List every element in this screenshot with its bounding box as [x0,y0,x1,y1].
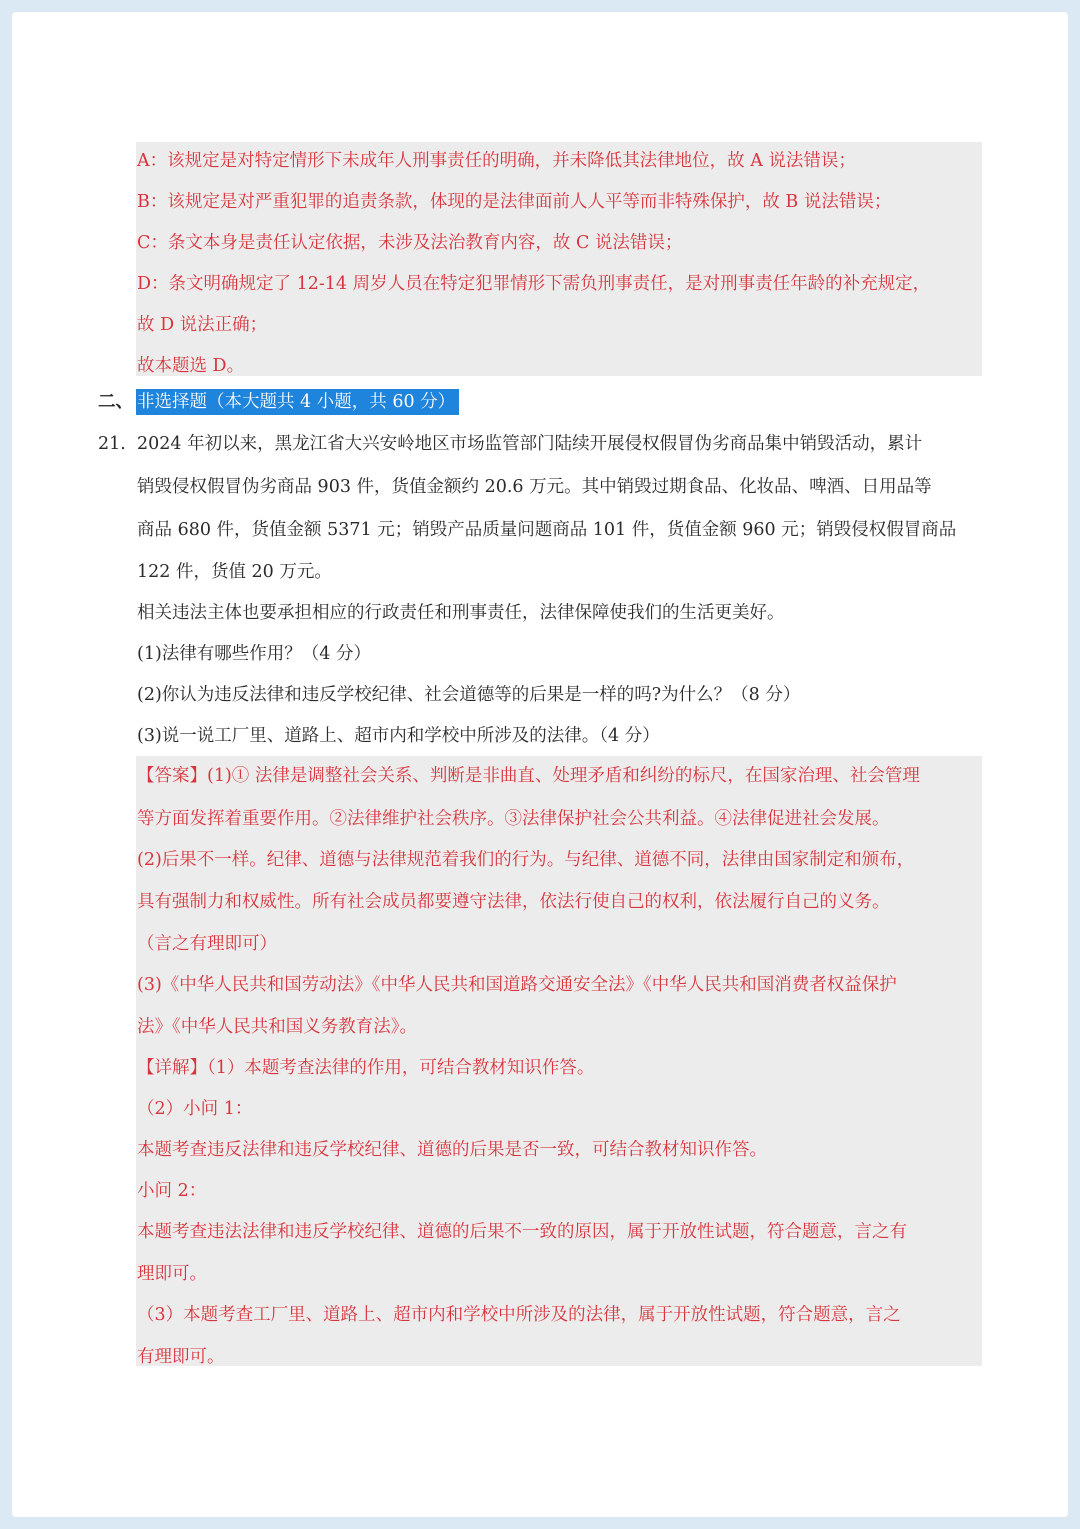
document-page [12,12,1068,1517]
question-material-line: 2024 年初以来，黑龙江省大兴安岭地区市场监管部门陆续开展侵权假冒伪劣商品集中销毁活动，累计 [137,434,923,454]
explanation-line: （3）本题考查工厂里、道路上、超市内和学校中所涉及的法律，属于开放性试题，符合题意，言之 [137,1305,901,1325]
answer-line: (3)《中华人民共和国劳动法》《中华人民共和国道路交通安全法》《中华人民共和国消费者权益保护 [137,975,897,995]
section-number: 二、 [98,392,133,412]
explanation-line: 本题考查违反法律和违反学校纪律、道德的后果是否一致，可结合教材知识作答。 [137,1140,767,1160]
analysis-line-b: B：该规定是对严重犯罪的追责条款，体现的是法律面前人人平等而非特殊保护，故 B 说法错误； [137,192,892,212]
answer-line: (2)后果不一样。纪律、道德与法律规范着我们的行为。与纪律、道德不同，法律由国家制定和颁布， [137,850,915,870]
explanation-line: 本题考查违法法律和违反学校纪律、道德的后果不一致的原因，属于开放性试题，符合题意，言之有 [137,1222,907,1242]
answer-line: 具有强制力和权威性。所有社会成员都要遵守法律，依法行使自己的权利，依法履行自己的义务。 [137,892,890,912]
answer-line: 等方面发挥着重要作用。②法律维护社会秩序。③法律保护社会公共利益。④法律促进社会发展。 [137,809,890,829]
analysis-line-d-cont: 故 D 说法正确； [137,315,268,335]
question-material-line: 相关违法主体也要承担相应的行政责任和刑事责任，法律保障使我们的生活更美好。 [137,603,785,623]
analysis-line-d: D：条文明确规定了 12-14 周岁人员在特定犯罪情形下需负刑事责任，是对刑事责任年龄的补充规定， [137,274,931,294]
question-material-line: 销毁侵权假冒伪劣商品 903 件，货值金额约 20.6 万元。其中销毁过期食品、化妆品、啤酒、日用品等 [137,477,932,497]
explanation-line: 小问 2： [137,1181,207,1201]
explanation-line: 【详解】（1）本题考查法律的作用，可结合教材知识作答。 [137,1058,595,1078]
answer-line: 【答案】(1)① 法律是调整社会关系、判断是非曲直、处理矛盾和纠纷的标尺，在国家治理、社会管理 [137,766,920,786]
question-number: 21. [98,434,126,454]
subquestion-1: (1)法律有哪些作用？（4 分） [137,644,371,664]
answer-line: 法》《中华人民共和国义务教育法》。 [137,1017,417,1037]
question-material-line: 商品 680 件，货值金额 5371 元；销毁产品质量问题商品 101 件，货值金额 960 元；销毁侵权假冒商品 [137,520,957,540]
subquestion-3: (3)说一说工厂里、道路上、超市内和学校中所涉及的法律。（4 分） [137,726,660,746]
explanation-line: 有理即可。 [137,1347,225,1367]
analysis-background [136,142,982,376]
analysis-line-c: C：条文本身是责任认定依据，未涉及法治教育内容，故 C 说法错误； [137,233,683,253]
analysis-conclusion: 故本题选 D。 [137,356,245,376]
analysis-line-a: A：该规定是对特定情形下未成年人刑事责任的明确，并未降低其法律地位，故 A 说法错误； [137,151,856,171]
question-material-line: 122 件，货值 20 万元。 [137,562,332,582]
section-title: 非选择题（本大题共 4 小题，共 60 分） [136,389,459,415]
explanation-line: （2）小问 1： [137,1099,253,1119]
answer-line: （言之有理即可） [137,934,277,954]
explanation-line: 理即可。 [137,1264,207,1284]
subquestion-2: (2)你认为违反法律和违反学校纪律、社会道德等的后果是一样的吗?为什么？（8 分） [137,685,801,705]
